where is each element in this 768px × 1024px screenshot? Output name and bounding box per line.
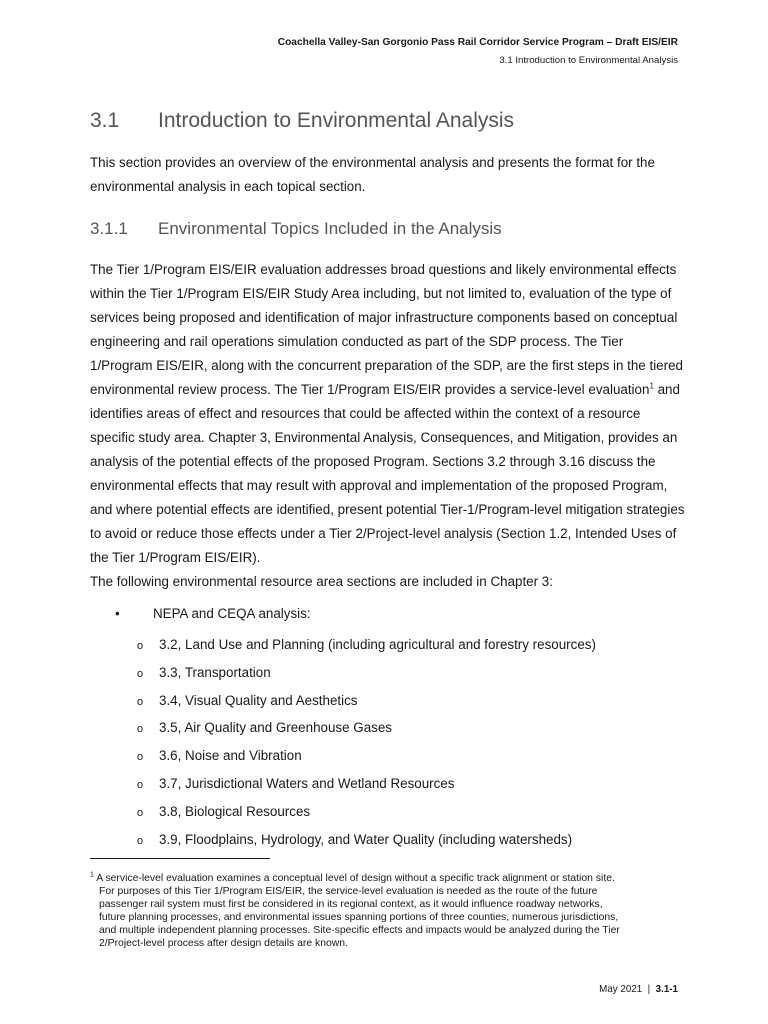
- paragraph-line-with-footnote: [90, 378, 690, 402]
- sub-bullet-marker: o: [137, 834, 144, 847]
- footnote-reference[interactable]: 1: [649, 381, 654, 391]
- paragraph-line: services being proposed and identification of major infrastructure components based on conceptual: [90, 310, 678, 325]
- sub-bullet-marker: o: [137, 806, 144, 819]
- footnote-number: 1: [90, 871, 94, 879]
- list-item-text: 3.9, Floodplains, Hydrology, and Water Quality (including watersheds): [159, 831, 573, 847]
- footer-separator: |: [647, 984, 651, 995]
- running-header-title: Coachella Valley-San Gorgonio Pass Rail Corridor Service Program – Draft EIS/EIR: [277, 37, 678, 48]
- page-number: 3.1-1: [655, 984, 678, 995]
- sub-bullet-marker: o: [137, 695, 144, 708]
- list-item: [137, 715, 596, 743]
- list-item: [137, 632, 596, 660]
- paragraph-line: the Tier 1/Program EIS/EIR).: [90, 550, 261, 565]
- list-item: [137, 660, 596, 688]
- paragraph-line: analysis of the potential effects of the proposed Program. Sections 3.2 through 3.16 discuss the: [90, 454, 656, 469]
- paragraph-line: within the Tier 1/Program EIS/EIR Study Area including, but not limited to, evaluation of the type of: [90, 286, 672, 301]
- list-item-text: 3.4, Visual Quality and Aesthetics: [159, 692, 358, 708]
- line-text: environmental review process. The Tier 1/Program EIS/EIR provides a service-level evaluation: [90, 382, 650, 397]
- footnote-line: and multiple independent planning processes. Site-specific effects and impacts would be analyzed during the Tier: [99, 925, 620, 936]
- subsection-title: Environmental Topics Included in the Analysis: [158, 219, 502, 238]
- intro-paragraph: [90, 151, 690, 199]
- paragraph-line: The following environmental resource area sections are included in Chapter 3:: [90, 574, 553, 589]
- list-item: [137, 799, 596, 827]
- section-heading: [90, 109, 514, 133]
- footnote: [90, 872, 690, 950]
- paragraph-line: to avoid or reduce those effects under a Tier 2/Project-level analysis (Section 1.2, Intended Uses of: [90, 526, 677, 541]
- sub-bullet-marker: o: [137, 778, 144, 791]
- section-number: 3.1: [90, 109, 120, 132]
- footnote-line: passenger rail system must first be considered in its regional context, as it would influence roadway networks,: [99, 899, 603, 910]
- running-header-section: 3.1 Introduction to Environmental Analysis: [499, 55, 678, 66]
- paragraph-line: identifies areas of effect and resources that could be affected within the context of a resource: [90, 406, 641, 421]
- footnote-separator: [90, 858, 270, 859]
- body-paragraph: [90, 258, 690, 570]
- list-item: [137, 688, 596, 716]
- list-item: [137, 771, 596, 799]
- paragraph-line: environmental analysis in each topical section.: [90, 179, 366, 194]
- paragraph-line: This section provides an overview of the environmental analysis and presents the format for the: [90, 155, 655, 170]
- sub-bullet-marker: o: [137, 640, 144, 652]
- page-footer: [599, 984, 678, 995]
- line-tail: and: [653, 382, 680, 397]
- list-item-text: 3.8, Biological Resources: [159, 803, 311, 819]
- sub-bullet-marker: o: [137, 751, 144, 764]
- list-item-text: 3.3, Transportation: [159, 664, 271, 680]
- paragraph-line: and where potential effects are identified, present potential Tier-1/Program-level mitigation strategies: [90, 502, 685, 517]
- paragraph-line: The Tier 1/Program EIS/EIR evaluation addresses broad questions and likely environmental effects: [90, 262, 677, 277]
- list-item: [137, 743, 596, 771]
- footnote-line: future planning processes, and environmental issues spanning portions of three counties, numerous jurisdictions,: [99, 912, 619, 923]
- list-item-text: 3.5, Air Quality and Greenhouse Gases: [159, 720, 392, 736]
- subsection-heading: [90, 219, 502, 239]
- list-intro: [90, 570, 690, 594]
- footnote-line: [90, 872, 690, 885]
- sub-list: [137, 632, 596, 854]
- list-item-text: 3.2, Land Use and Planning (including agricultural and forestry resources): [159, 637, 596, 652]
- list-item-text: 3.7, Jurisdictional Waters and Wetland Resources: [159, 775, 455, 791]
- footer-date: May 2021: [599, 984, 643, 995]
- bullet-marker: •: [115, 606, 120, 621]
- footnote-text: A service-level evaluation examines a conceptual level of design without a specific track alignment or station site.: [93, 873, 615, 884]
- list-item-text: 3.6, Noise and Vibration: [159, 748, 302, 764]
- paragraph-line: environmental effects that may result with approval and implementation of the proposed Program,: [90, 478, 668, 493]
- list-item: [137, 827, 596, 855]
- paragraph-line: specific study area. Chapter 3, Environmental Analysis, Consequences, and Mitigation, provides an: [90, 430, 678, 445]
- paragraph-line: 1/Program EIS/EIR, along with the concurrent preparation of the SDP, are the first steps in the tiered: [90, 358, 683, 373]
- section-title: Introduction to Environmental Analysis: [158, 109, 515, 132]
- sub-bullet-marker: o: [137, 723, 144, 736]
- paragraph-line: engineering and rail operations simulation conducted as part of the SDP process. The Tier: [90, 334, 624, 349]
- sub-bullet-marker: o: [137, 667, 144, 680]
- bullet-item: [115, 602, 311, 626]
- footnote-line: For purposes of this Tier 1/Program EIS/EIR, the service-level evaluation is needed as the route of the future: [99, 886, 598, 897]
- subsection-number: 3.1.1: [90, 219, 128, 238]
- footnote-line: 2/Project-level process after design details are known.: [99, 938, 348, 949]
- bullet-text: NEPA and CEQA analysis:: [153, 606, 311, 621]
